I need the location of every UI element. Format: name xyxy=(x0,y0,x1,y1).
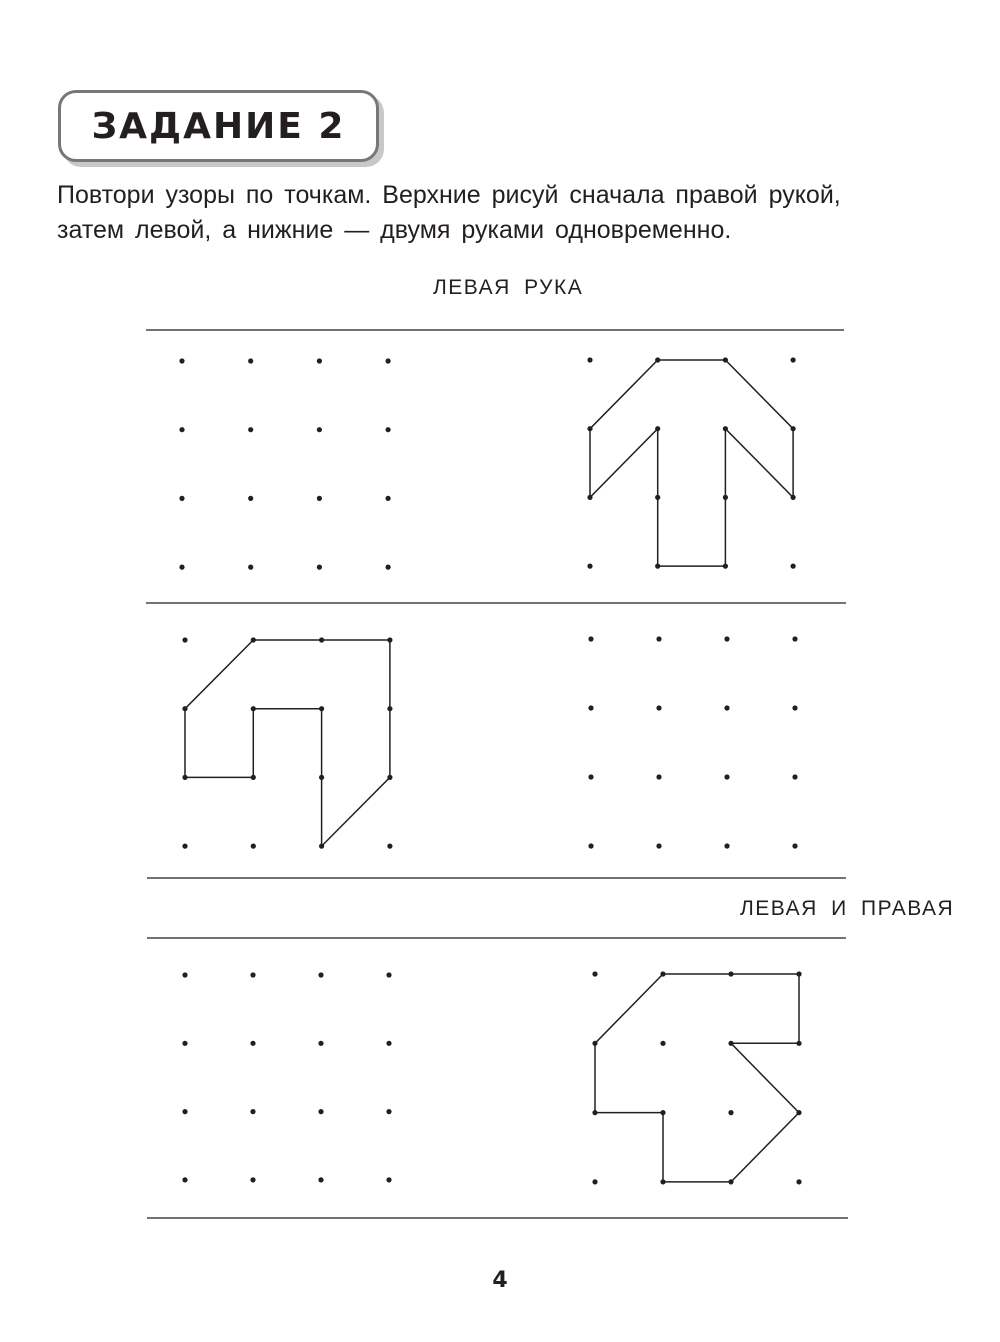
grid-dot xyxy=(655,357,660,362)
grid-dot xyxy=(318,1109,323,1114)
grid-dot xyxy=(791,426,796,431)
grid-dot xyxy=(182,844,187,849)
grid-dot xyxy=(592,1110,597,1115)
grid-dot xyxy=(723,426,728,431)
grid-dot xyxy=(317,358,322,363)
grid-dot xyxy=(655,495,660,500)
grid-top-right xyxy=(587,357,795,568)
grid-dot xyxy=(250,1109,255,1114)
grid-dot xyxy=(728,971,733,976)
both-hands-label: ЛЕВАЯ И ПРАВАЯ xyxy=(740,897,955,920)
grid-dot xyxy=(179,496,184,501)
instruction-line-2: затем левой, а нижние — двумя руками одновременно. xyxy=(57,216,732,244)
grid-dot xyxy=(792,774,797,779)
grid-dot xyxy=(386,496,391,501)
grid-dot xyxy=(387,637,392,642)
grid-dot xyxy=(248,358,253,363)
grid-dot xyxy=(386,1109,391,1114)
grid-dot xyxy=(656,774,661,779)
grid-dot xyxy=(724,705,729,710)
grid-dot xyxy=(592,1041,597,1046)
grid-dot xyxy=(319,706,324,711)
grid-dot xyxy=(386,972,391,977)
pattern-arrow-up xyxy=(590,360,793,566)
grid-dot xyxy=(250,1177,255,1182)
grid-dot xyxy=(588,705,593,710)
grid-dot xyxy=(792,636,797,641)
grid-dot xyxy=(387,844,392,849)
grid-dot xyxy=(319,775,324,780)
grid-middle-right xyxy=(588,636,797,848)
grid-dot xyxy=(182,637,187,642)
pattern-hook-shape xyxy=(185,640,390,846)
grid-dot xyxy=(724,774,729,779)
grid-dot xyxy=(386,427,391,432)
grid-dot xyxy=(179,565,184,570)
grid-dot xyxy=(724,636,729,641)
grid-dot xyxy=(796,971,801,976)
grid-dot xyxy=(655,426,660,431)
grid-dot xyxy=(791,357,796,362)
grid-dot xyxy=(728,1179,733,1184)
grid-dot xyxy=(728,1110,733,1115)
grid-dot xyxy=(656,636,661,641)
grid-dot xyxy=(656,705,661,710)
grid-dot xyxy=(588,843,593,848)
grid-dot xyxy=(251,637,256,642)
grid-dot xyxy=(587,357,592,362)
grid-dot xyxy=(248,496,253,501)
grid-dot xyxy=(182,775,187,780)
grid-dot xyxy=(251,706,256,711)
grid-dot xyxy=(318,1177,323,1182)
grid-dot xyxy=(387,706,392,711)
grid-dot xyxy=(319,637,324,642)
grid-dot xyxy=(319,844,324,849)
grid-dot xyxy=(592,971,597,976)
grid-dot xyxy=(386,1177,391,1182)
grid-dot xyxy=(251,844,256,849)
grid-dot xyxy=(588,636,593,641)
grid-dot xyxy=(796,1179,801,1184)
grid-dot xyxy=(248,565,253,570)
grid-dot xyxy=(656,843,661,848)
grid-dot xyxy=(660,1110,665,1115)
grid-dot xyxy=(796,1110,801,1115)
instruction-line-1: Повтори узоры по точкам. Верхние рисуй сначала правой рукой, xyxy=(57,181,841,209)
grid-dot xyxy=(179,427,184,432)
grid-dot xyxy=(791,495,796,500)
grid-dot xyxy=(182,1109,187,1114)
grid-dot xyxy=(723,564,728,569)
task-title: ЗАДАНИЕ 2 xyxy=(91,105,346,147)
grid-dot xyxy=(179,358,184,363)
grid-dot xyxy=(588,774,593,779)
grid-dot xyxy=(386,358,391,363)
grid-dot xyxy=(592,1179,597,1184)
page-number: 4 xyxy=(492,1268,508,1293)
grid-dot xyxy=(182,1177,187,1182)
grid-dot xyxy=(660,1041,665,1046)
grid-dot xyxy=(251,775,256,780)
grid-bottom-right xyxy=(592,971,801,1184)
grid-bottom-left xyxy=(182,972,391,1182)
grid-dot xyxy=(792,705,797,710)
grid-dot xyxy=(723,357,728,362)
grid-dot xyxy=(318,1041,323,1046)
grid-dot xyxy=(250,1041,255,1046)
grid-dot xyxy=(724,843,729,848)
grid-dot xyxy=(723,495,728,500)
grid-dot xyxy=(387,775,392,780)
grid-dot xyxy=(248,427,253,432)
grid-top-left xyxy=(179,358,390,569)
left-hand-label: ЛЕВАЯ РУКА xyxy=(433,276,584,299)
grid-dot xyxy=(318,972,323,977)
grid-dot xyxy=(317,565,322,570)
grid-dot xyxy=(728,1041,733,1046)
grid-dot xyxy=(182,706,187,711)
grid-dot xyxy=(317,496,322,501)
grid-dot xyxy=(587,426,592,431)
grid-dot xyxy=(792,843,797,848)
grid-dot xyxy=(660,1179,665,1184)
grid-middle-left xyxy=(182,637,392,848)
grid-dot xyxy=(587,564,592,569)
grid-dot xyxy=(182,1041,187,1046)
grid-dot xyxy=(791,564,796,569)
grid-dot xyxy=(660,971,665,976)
grid-dot xyxy=(317,427,322,432)
grid-dot xyxy=(182,972,187,977)
grid-dot xyxy=(386,565,391,570)
grid-dot xyxy=(796,1041,801,1046)
pattern-arrow-fragment xyxy=(595,974,799,1182)
grid-dot xyxy=(250,972,255,977)
grid-dot xyxy=(386,1041,391,1046)
grid-dot xyxy=(587,495,592,500)
grid-dot xyxy=(655,564,660,569)
